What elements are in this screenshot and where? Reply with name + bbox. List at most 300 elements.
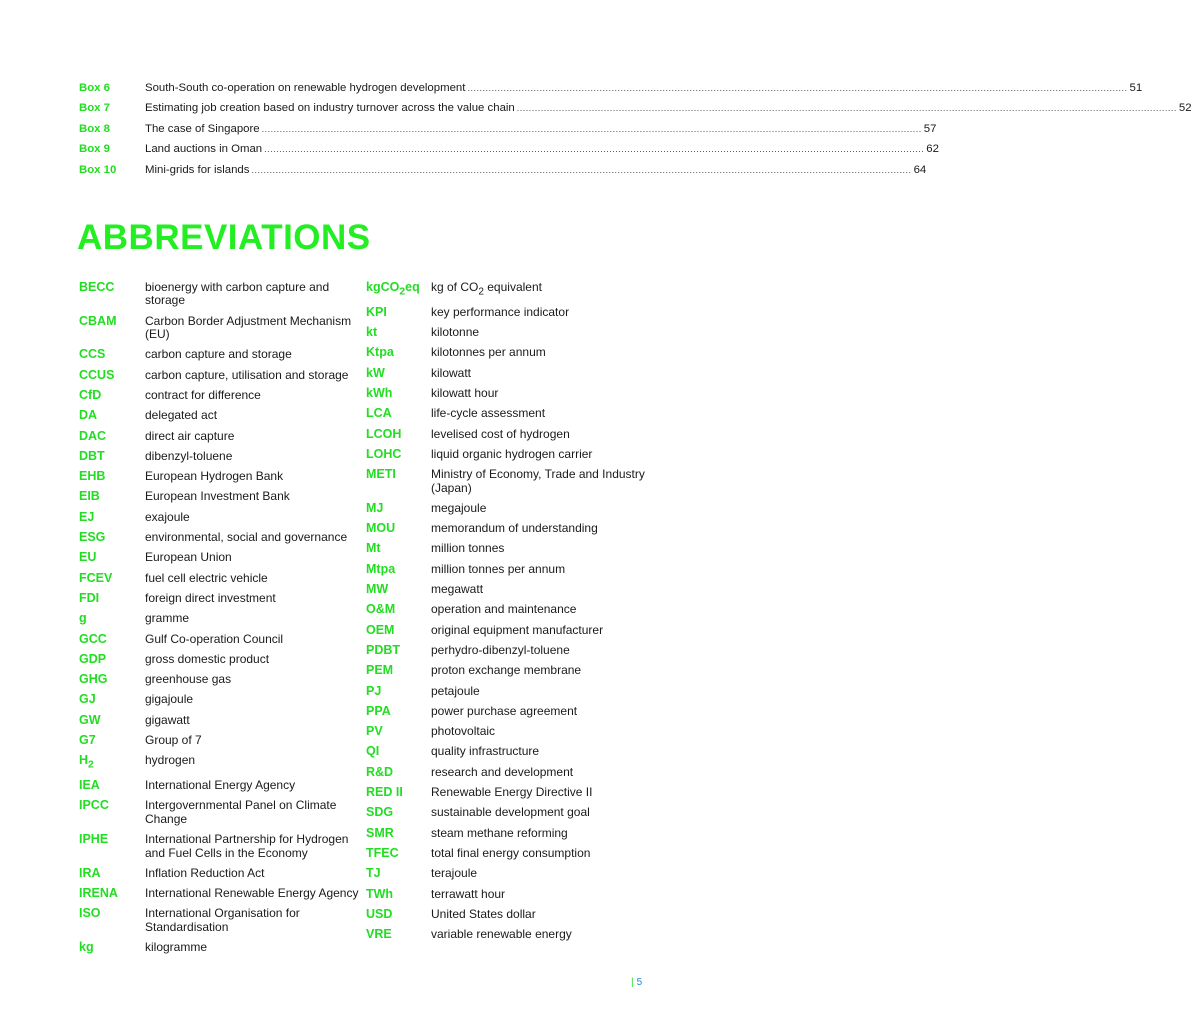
abbreviation-text: MOU — [366, 521, 396, 536]
definition-text: megajoule — [431, 500, 487, 515]
abbreviation-definition — [145, 693, 369, 706]
abbreviation-row — [79, 907, 369, 934]
abbreviation-row — [79, 572, 369, 585]
boxes-list — [79, 82, 1192, 184]
definition-text: carbon capture and storage — [145, 347, 292, 362]
definition-text: United States dollar — [431, 906, 536, 921]
abbreviation-row — [366, 664, 646, 677]
definition-text: greenhouse gas — [145, 672, 232, 687]
definition-text: kilotonne — [431, 325, 480, 340]
abbreviation-row — [79, 714, 369, 727]
abbreviation-row — [79, 867, 369, 880]
abbreviation-text: R&D — [366, 764, 394, 779]
box-title: Land auctions in Oman — [145, 143, 263, 156]
leader-dots: ............................................................................................................................................................................................................................ — [467, 83, 1128, 93]
abbreviation-row — [366, 306, 646, 319]
abbreviation-text: DA — [79, 408, 98, 423]
abbreviation-term — [366, 428, 431, 441]
abbreviation-text: PDBT — [366, 642, 401, 657]
abbreviation-term — [366, 522, 431, 535]
abbreviation-row — [79, 633, 369, 646]
abbreviation-term — [366, 928, 431, 941]
box-label: Box 8 — [79, 122, 111, 135]
abbreviation-text: PEM — [366, 663, 394, 678]
box-page-number: 57 — [923, 122, 937, 135]
definition-text: liquid organic hydrogen carrier — [431, 446, 593, 461]
abbreviation-row — [79, 490, 369, 503]
abbreviation-definition — [145, 779, 369, 792]
abbreviation-subscript: 2 — [399, 286, 406, 298]
abbreviation-text: DBT — [79, 448, 105, 463]
abbreviation-definition — [431, 888, 646, 901]
abbreviation-text: Ktpa — [366, 345, 394, 360]
abbreviation-row — [366, 908, 646, 921]
abbreviation-definition — [145, 369, 369, 382]
definition-text: Ministry of Economy, Trade and Industry (Japan) — [431, 467, 645, 495]
definition-text: exajoule — [145, 509, 190, 524]
definition-text: gigajoule — [145, 692, 194, 707]
abbreviation-definition — [431, 407, 646, 420]
abbreviation-row — [79, 779, 369, 792]
abbreviation-definition — [145, 867, 369, 880]
definition-text: variable renewable energy — [431, 927, 572, 942]
abbreviation-definition — [431, 766, 646, 779]
abbreviation-definition — [431, 908, 646, 921]
abbreviation-definition — [431, 583, 646, 596]
abbreviation-text: IPCC — [79, 798, 109, 813]
leader-dots: ............................................................................................................................................................................................................................ — [264, 144, 925, 155]
abbreviation-term — [79, 673, 145, 686]
abbreviation-definition — [145, 633, 369, 646]
abbreviation-row — [366, 644, 646, 657]
abbreviation-text: QI — [366, 744, 380, 759]
abbreviation-term — [366, 603, 431, 616]
abbreviation-term — [79, 369, 145, 382]
abbreviation-subscript: 2 — [88, 759, 94, 771]
abbreviation-term — [79, 941, 145, 954]
abbreviation-text: IPHE — [79, 832, 109, 847]
abbreviation-text: KPI — [366, 304, 387, 319]
definition-text: quality infrastructure — [431, 744, 540, 759]
abbreviation-term — [366, 367, 431, 380]
definition-text: International Renewable Energy Agency — [145, 886, 359, 901]
abbreviation-term — [366, 847, 431, 860]
abbreviation-text: O&M — [366, 602, 396, 617]
definition-text: sustainable development goal — [431, 805, 590, 820]
definition-text: Gulf Co-operation Council — [145, 631, 284, 646]
definition-text: Renewable Energy Directive II — [431, 785, 593, 800]
abbreviation-text: GW — [79, 712, 101, 727]
abbreviation-row — [79, 281, 369, 308]
abbreviation-text: H — [79, 753, 89, 768]
abbreviation-text: Mt — [366, 541, 381, 556]
abbreviation-text: LCA — [366, 406, 392, 421]
abbreviation-definition — [431, 827, 646, 840]
definition-text: kilowatt — [431, 365, 472, 380]
abbreviation-row — [79, 754, 369, 772]
abbreviation-definition — [431, 542, 646, 555]
abbreviation-text: kg — [79, 940, 94, 955]
definition-text: key performance indicator — [431, 304, 570, 319]
abbreviation-term — [366, 583, 431, 596]
abbreviation-term — [79, 907, 145, 934]
abbreviation-term — [79, 281, 145, 308]
abbreviation-row — [79, 551, 369, 564]
abbreviation-text: EIB — [79, 489, 100, 504]
abbreviation-text: DAC — [79, 428, 107, 443]
abbreviation-row — [366, 522, 646, 535]
page-number-separator: | — [631, 977, 634, 988]
abbreviation-text: ISO — [79, 906, 101, 921]
abbreviation-term — [79, 754, 145, 772]
definition-text: petajoule — [431, 683, 480, 698]
abbreviation-text: kW — [366, 365, 385, 380]
abbreviation-row — [79, 531, 369, 544]
abbreviation-text: EJ — [79, 509, 95, 524]
abbreviation-row — [366, 407, 646, 420]
definition-text: Inflation Reduction Act — [145, 865, 265, 880]
box-list-item[interactable] — [79, 143, 939, 163]
definition-text: total final energy consumption — [431, 845, 591, 860]
abbreviation-row — [366, 624, 646, 637]
leader-dots: ............................................................................................................................................................................................................................ — [261, 123, 922, 134]
abbreviation-term — [79, 799, 145, 826]
abbreviation-definition — [431, 806, 646, 819]
abbreviation-definition — [145, 941, 369, 954]
abbreviation-row — [79, 592, 369, 605]
abbreviation-term — [366, 745, 431, 758]
abbreviation-text: CCUS — [79, 367, 115, 382]
abbreviation-definition — [145, 653, 369, 666]
abbreviation-text: LOHC — [366, 446, 402, 461]
abbreviation-row — [366, 428, 646, 441]
abbreviation-row — [366, 367, 646, 380]
abbreviation-definition — [145, 612, 369, 625]
definition-text: International Energy Agency — [145, 778, 296, 793]
abbreviation-text: kt — [366, 325, 378, 340]
abbreviation-text: SDG — [366, 805, 394, 820]
abbreviation-row — [79, 348, 369, 361]
definition-text: terajoule — [431, 866, 478, 881]
abbreviation-definition — [431, 664, 646, 677]
box-page-number: 51 — [1129, 82, 1143, 94]
abbreviation-text: PJ — [366, 683, 382, 698]
abbreviation-term — [366, 542, 431, 555]
definition-text: megawatt — [431, 582, 484, 597]
abbreviation-definition — [431, 522, 646, 535]
abbreviation-text: Mtpa — [366, 561, 396, 576]
abbreviation-row — [366, 603, 646, 616]
abbreviation-term — [79, 572, 145, 585]
abbreviation-row — [366, 847, 646, 860]
abbreviation-term — [366, 624, 431, 637]
definition-text: Carbon Border Adjustment Mechanism (EU) — [145, 313, 352, 342]
abbreviation-definition — [145, 714, 369, 727]
abbreviation-row — [79, 887, 369, 900]
abbreviation-row — [79, 369, 369, 382]
abbreviation-text: CCS — [79, 347, 106, 362]
definition-text: Group of 7 — [145, 733, 202, 748]
abbreviation-term — [366, 468, 431, 495]
abbreviation-term — [366, 685, 431, 698]
abbreviation-definition — [145, 551, 369, 564]
definition-text: million tonnes — [431, 541, 505, 556]
abbreviation-text: GDP — [79, 651, 107, 666]
box-list-item[interactable] — [79, 163, 927, 184]
definition-text: steam methane reforming — [431, 825, 568, 840]
abbreviation-term — [366, 786, 431, 799]
abbreviation-row — [366, 448, 646, 461]
definition-text: carbon capture, utilisation and storage — [145, 367, 349, 382]
definition-text: bioenergy with carbon capture and storage — [145, 280, 330, 308]
abbreviation-definition — [431, 326, 646, 339]
box-label: Box 6 — [79, 82, 111, 94]
abbreviation-text: TFEC — [366, 845, 399, 860]
abbreviation-row — [79, 734, 369, 747]
abbreviation-term — [366, 306, 431, 319]
abbreviation-definition — [145, 348, 369, 361]
page-number — [631, 977, 642, 988]
definition-text: foreign direct investment — [145, 590, 276, 605]
abbreviation-definition — [145, 734, 369, 747]
abbreviation-term — [366, 644, 431, 657]
abbreviation-row — [366, 281, 646, 299]
abbreviation-suffix: eq — [405, 280, 420, 294]
abbreviation-text: MJ — [366, 500, 384, 515]
abbreviation-text: GHG — [79, 672, 108, 687]
abbreviation-row — [366, 867, 646, 880]
abbreviation-row — [366, 346, 646, 359]
abbreviation-row — [366, 468, 646, 495]
abbreviations-right-column — [366, 281, 646, 948]
abbreviation-term — [79, 734, 145, 747]
definition-text: contract for difference — [145, 388, 261, 402]
abbreviation-term — [79, 612, 145, 625]
box-title: Estimating job creation based on industry turnover across the value chain — [145, 102, 515, 115]
definition-text: direct air capture — [145, 428, 235, 443]
abbreviation-row — [79, 409, 369, 422]
abbreviation-text: IRA — [79, 865, 101, 880]
abbreviation-definition — [145, 281, 369, 308]
abbreviation-text: PV — [366, 724, 383, 739]
definition-text: photovoltaic — [431, 724, 496, 739]
abbreviation-text: USD — [366, 906, 393, 921]
abbreviation-term — [366, 502, 431, 515]
abbreviation-term — [366, 908, 431, 921]
definition-text: gross domestic product — [145, 651, 270, 666]
abbreviation-row — [366, 502, 646, 515]
abbreviation-text: PPA — [366, 703, 391, 718]
abbreviation-row — [79, 430, 369, 443]
abbreviation-row — [366, 542, 646, 555]
abbreviation-definition — [145, 315, 369, 342]
abbreviation-definition — [145, 907, 369, 934]
definition-text: gramme — [145, 611, 190, 626]
abbreviation-term — [79, 531, 145, 544]
abbreviation-row — [366, 725, 646, 738]
abbreviation-text: EU — [79, 550, 97, 565]
abbreviation-term — [79, 450, 145, 463]
abbreviation-definition — [145, 799, 369, 826]
abbreviation-row — [79, 799, 369, 826]
abbreviation-term — [79, 348, 145, 361]
abbreviation-definition — [145, 754, 369, 772]
abbreviation-row — [366, 888, 646, 901]
abbreviation-row — [79, 450, 369, 463]
abbreviation-definition — [431, 867, 646, 880]
abbreviation-definition — [431, 685, 646, 698]
page-title: ABBREVIATIONS — [77, 218, 371, 257]
definition-text: International Partnership for Hydrogen and Fuel Cells in the Economy — [145, 832, 349, 860]
abbreviation-term — [366, 407, 431, 420]
abbreviation-text: GJ — [79, 692, 96, 707]
definition-text: memorandum of understanding — [431, 521, 598, 536]
leader-dots: ............................................................................................................................................................................................................................ — [251, 164, 912, 175]
abbreviation-term — [79, 470, 145, 483]
definition-text: kilogramme — [145, 940, 208, 955]
abbreviation-definition — [431, 786, 646, 799]
abbreviation-definition — [431, 281, 646, 299]
abbreviation-definition — [431, 367, 646, 380]
box-page-number: 62 — [926, 143, 939, 156]
abbreviation-term — [79, 551, 145, 564]
abbreviation-row — [366, 685, 646, 698]
box-page-number: 52 — [1178, 102, 1192, 115]
definition-text: European Hydrogen Bank — [145, 469, 284, 484]
abbreviation-definition — [145, 511, 369, 524]
definition-text: dibenzyl-toluene — [145, 448, 233, 463]
abbreviation-text: kgCO — [366, 280, 400, 294]
abbreviation-definition — [431, 563, 646, 576]
abbreviation-row — [366, 827, 646, 840]
definition-text: million tonnes per annum — [431, 561, 566, 576]
definition-text: kilowatt hour — [431, 385, 499, 400]
box-list-item[interactable] — [79, 122, 937, 143]
abbreviation-term — [79, 315, 145, 342]
definition-text: Intergovernmental Panel on Climate Change — [145, 798, 337, 826]
abbreviation-term — [366, 563, 431, 576]
definition-text: proton exchange membrane — [431, 663, 582, 678]
abbreviation-term — [366, 806, 431, 819]
abbreviation-text: IRENA — [79, 886, 118, 901]
abbreviation-term — [79, 833, 145, 860]
abbreviation-text: ESG — [79, 530, 106, 545]
abbreviation-text: G7 — [79, 733, 96, 748]
abbreviation-row — [366, 583, 646, 596]
definition-text: operation and maintenance — [431, 602, 577, 617]
abbreviation-text: FCEV — [79, 570, 113, 585]
abbreviation-term — [79, 490, 145, 503]
box-page-number: 64 — [913, 163, 927, 176]
abbreviation-term — [79, 887, 145, 900]
abbreviation-definition — [145, 592, 369, 605]
abbreviation-term — [79, 653, 145, 666]
abbreviation-row — [366, 326, 646, 339]
abbreviation-text: g — [79, 611, 87, 626]
definition-text: research and development — [431, 764, 574, 779]
definition-text: terrawatt hour — [431, 886, 506, 901]
box-label: Box 7 — [79, 102, 111, 115]
abbreviation-definition — [431, 346, 646, 359]
abbreviation-term — [79, 592, 145, 605]
abbreviation-definition — [145, 470, 369, 483]
abbreviation-definition — [145, 430, 369, 443]
abbreviation-definition — [431, 705, 646, 718]
abbreviation-row — [79, 511, 369, 524]
abbreviation-term — [79, 389, 145, 402]
box-list-item[interactable] — [79, 102, 1192, 122]
abbreviation-text: GCC — [79, 631, 107, 646]
abbreviation-row — [79, 612, 369, 625]
abbreviation-definition — [431, 644, 646, 657]
definition-text: delegated act — [145, 408, 218, 423]
page-number-value: 5 — [636, 977, 643, 988]
abbreviation-text: IEA — [79, 778, 100, 793]
abbreviation-term — [366, 346, 431, 359]
abbreviation-term — [366, 705, 431, 718]
definition-text: European Investment Bank — [145, 489, 290, 504]
box-title: The case of Singapore — [145, 122, 260, 135]
abbreviation-definition — [431, 603, 646, 616]
box-list-item[interactable] — [79, 82, 1143, 102]
abbreviation-text: MW — [366, 582, 389, 597]
abbreviation-text: EHB — [79, 469, 106, 484]
abbreviation-definition — [145, 833, 369, 860]
abbreviation-text: SMR — [366, 825, 394, 840]
definition-text: environmental, social and governance — [145, 530, 348, 545]
abbreviation-term — [366, 448, 431, 461]
abbreviation-term — [79, 693, 145, 706]
abbreviation-row — [79, 673, 369, 686]
abbreviation-row — [79, 833, 369, 860]
abbreviation-definition — [145, 572, 369, 585]
definition-text: kilotonnes per annum — [431, 345, 546, 360]
abbreviation-definition — [145, 389, 369, 402]
abbreviation-text: kWh — [366, 385, 393, 400]
abbreviation-text: VRE — [366, 927, 392, 942]
abbreviation-row — [366, 806, 646, 819]
abbreviation-row — [366, 387, 646, 400]
abbreviation-definition — [431, 502, 646, 515]
abbreviation-text: CBAM — [79, 313, 117, 328]
abbreviation-definition — [431, 928, 646, 941]
abbreviation-term — [366, 664, 431, 677]
definition-text: original equipment manufacturer — [431, 622, 604, 637]
abbreviation-text: FDI — [79, 590, 100, 605]
definition-text: European Union — [145, 550, 232, 565]
definition-text: life-cycle assessment — [431, 406, 546, 421]
abbreviation-definition — [145, 409, 369, 422]
abbreviation-term — [79, 430, 145, 443]
definition-text: International Organisation for Standardisation — [145, 906, 300, 934]
definition-suffix: equivalent — [483, 280, 542, 294]
abbreviation-term — [79, 714, 145, 727]
abbreviation-text: LCOH — [366, 426, 402, 441]
definition-text: levelised cost of hydrogen — [431, 426, 570, 441]
abbreviation-term — [366, 725, 431, 738]
abbreviation-definition — [431, 468, 646, 495]
abbreviation-row — [366, 928, 646, 941]
box-label: Box 10 — [79, 163, 117, 176]
abbreviation-definition — [145, 450, 369, 463]
definition-text: kg of CO — [431, 280, 479, 294]
box-title: Mini-grids for islands — [145, 163, 250, 176]
abbreviation-text: BECC — [79, 280, 115, 294]
abbreviation-definition — [145, 887, 369, 900]
abbreviation-term — [79, 511, 145, 524]
abbreviation-definition — [431, 306, 646, 319]
abbreviation-text: CfD — [79, 388, 102, 402]
